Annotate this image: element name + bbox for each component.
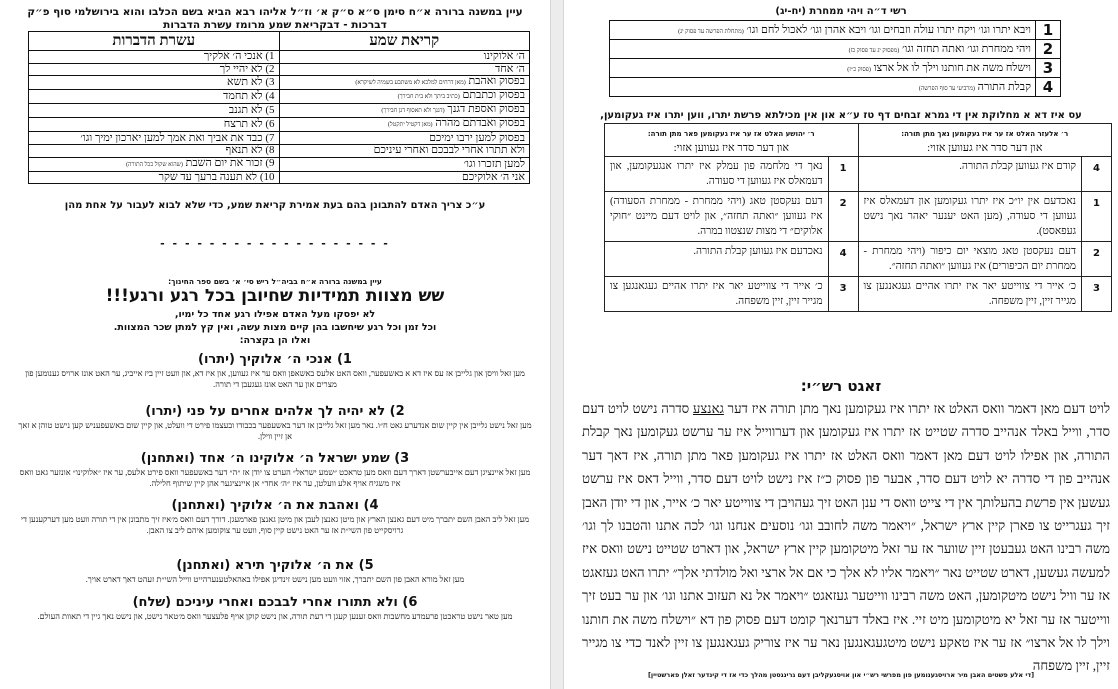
- shema-text: למען תזכרו וגו׳: [463, 157, 525, 170]
- mitzvah-title: 4) ואהבת את ה׳ אלוקיך (ואתחנן): [171, 498, 379, 513]
- header-r-eliezer: [858, 124, 1111, 157]
- eliezer-step-number: 2: [1082, 242, 1112, 277]
- mitzvah-text: מען זאל נישט גלייבן אין קיין שום אנדערע גאט ח״ו. נאר מען זאל גלייבן אז דער באשעפער בכבודו ובעצמו פירט די וועלט, און קיין שום באשעפעניש קען נישט טוהן א זאך אן זיין ווילן.: [18, 421, 532, 441]
- shema-text: בפסוק ואהבת: [468, 75, 525, 88]
- eliezer-step-text: נאכדעם אין יו״כ איז יתרו געקומען און דעמאלס איז געווען די סעודה, (מען האט יענער יאהר נאך נישט געפאסט).: [858, 192, 1082, 242]
- yehoshua-step-text: דעם נעקסטן טאג (ויהי ממחרת - ממחרת הסעודה) איז געווען ״ואתה תחזה״, און לויט דעם מיינט ״חוקי אלוקים״ די מצות שנצטוו במרה.: [605, 192, 829, 242]
- section-note: (מתחלת הפרשה עד פסוק יג): [678, 29, 744, 35]
- left-page: [0, 0, 550, 689]
- intro-line: ואלו הן בקצרה:: [239, 335, 311, 346]
- intro-line: לא יפסקו מעל האדם אפילו רגע אחד כל ימיו,: [174, 309, 376, 320]
- mitzvah-section: [10, 498, 540, 536]
- eliezer-step-text: דעם נעקסטן טאג מוצאי יום כיפור (ויהי ממחרת - ממחרת יום הכיפורים) איז געווען ״ואתה תחזה״.: [858, 242, 1082, 277]
- opinions-header-row: [605, 124, 1112, 157]
- yehoshua-step-text: נאך די מלחמה פון עמלק איז יתרו אנגעקומען, און דעמאלס איז געווען די סעודה.: [605, 157, 829, 192]
- table-row: [29, 104, 530, 118]
- dibros-text: 10) לא תענה ברעך עד שקר: [158, 171, 275, 184]
- dibros-text: 3) לא תשא: [226, 76, 275, 89]
- dibros-cell: [29, 104, 280, 118]
- mitzvah-text: מען זאל ליב האבן השם יתברך מיט דעם גאנצן הארץ און מיטן גאנצן לעבן און מיטן גאנצן פארמעגן. דורך דעם וואס מ׳איז זיך מתבונן אין די תורה וועט מען דערקענען די גרויסקייט פון השי״ת אז ער האט נישט קיין סוף, וועט ער צוקומען איהם ליב צו האבן.: [20, 515, 530, 535]
- yehoshua-step-text: נאכדעם איז געווען קבלת התורה.: [605, 242, 829, 277]
- zogt-rashi-heading: זאגט רש״י:: [800, 377, 882, 395]
- mitzvah-title: 5) את ה׳ אלוקיך תירא (ואתחנן): [176, 558, 374, 573]
- header-r-yehoshua: [605, 124, 859, 157]
- shema-text: אני ה׳ אלוקיכם: [461, 171, 525, 184]
- rashi-row: [610, 78, 1061, 97]
- dibros-note: (שהוא שקול ככל התורה): [126, 161, 183, 168]
- dibros-cell: [29, 157, 280, 171]
- body-text: סדרה נישט לויט דעם סדר, ווייל באלד אנהייב סדרה שטייט אז יתרו איז געקומען און דערווייל איז ער ערשט געקומען נאך קבלת התורה, און אפילו לויט דעם מאן דאמר וואס האלט אז יתרו איז געקומען פאר מתן תורה, איז דאך דער אנהייב פון די סדרה יא לויט דעם סדר, אבער פון פסוק כ״ז איז נישט לויט דעם סדר, ווייל דאס איז ערשט געשען אין פרשת בהעלותך אין די צייט וואס די ענן האט זיך געהויבן די צווייטע יאר כ׳ אייר, און די יודן האבן זיך געגרייט צו פארן קיין ארץ ישראל, ״ויאמר משה לחובב וגו׳ נוסעים אנחנו וגו׳ לכה אתנו והטבנו לך וגו׳ משה רבינו האט געבעטן זיין שווער אז ער זאל מיטקומען קיין ארץ ישראל, און דארט שטייט נישט וואס איז למעשה געשען, דארט שטייט נאר ״ויאמר אליו לא אלך כי אם אל ארצי ואל מולדתי אלך״ יתרו האט געזאגט אז ער וויל נישט מיטקומען, האט משה רבינו ווייטער געזאגט ״ויאמר אל נא תעזוב אתנו וגו׳ און ער בעט זיך ווייטער אז ער זאל יא מיטקומען מיט זיי. איז באלד דערנאך קומט דעם פסוק פון דא ״וישלח משה את חותנו וילך לו אל ארצו״ אז ער איז טאקע נישט מיטגעגאנגען נאר ער איז צוריק געגאנגען צו זיין לאנד כדי צו מגייר זיין, זיין משפחה: [582, 401, 1110, 674]
- table-header-row: [29, 32, 530, 51]
- section-number: 3: [1036, 59, 1061, 78]
- rashi-row: [610, 40, 1061, 59]
- dibros-cell: [29, 51, 280, 64]
- mitzvah-text: מען זאל וויסן און גלייבן אז עס איז דא א באשעפער, וואס האט אלעס באשאפן וואס ער איז געווען, און איז דא, און וועט זיין ביז אייביג, ער האט אונז ארויס גענומען פון מצרים און ער האט אונז געגעבן די תורה.: [25, 369, 525, 389]
- rashi-explanation-body: [582, 397, 1110, 678]
- section-text-cell: [610, 59, 1036, 78]
- table-row: [29, 145, 530, 158]
- mitzvah-title: 1) אנכי ה׳ אלוקיך (יתרו): [198, 352, 352, 367]
- page-gutter: [550, 0, 564, 689]
- yehoshua-step-number: 2: [828, 192, 858, 242]
- table-row: [29, 132, 530, 145]
- shema-text: ה׳ אחד: [494, 63, 525, 76]
- dibros-cell: [29, 76, 280, 90]
- dibros-cell: [29, 171, 280, 184]
- conclusion-line: ע״כ צריך האדם להתבונן בהם בעת אמירת קריאת שמע, כדי שלא לבוא לעבור על אחת מהן: [64, 200, 486, 211]
- shema-cell: [279, 118, 530, 132]
- opinion-row: [605, 192, 1112, 242]
- mitzvah-title: 2) לא יהיה לך אלהים אחרים על פני (יתרו): [145, 404, 405, 419]
- mitzvah-title: 3) שמע ישראל ה׳ אלוקינו ה׳ אחד (ואתחנן): [140, 451, 410, 466]
- dibros-text: 9) זכור את יום השבת: [185, 156, 275, 169]
- mitzvah-section: [10, 352, 540, 390]
- rashi-row: [610, 59, 1061, 78]
- shema-text: בפסוק ואספת דגנך: [447, 103, 525, 116]
- dibros-text: 8) לא תנאף: [225, 144, 275, 157]
- yehoshua-step-number: 4: [828, 242, 858, 277]
- dibros-text: 1) אנכי ה׳ אלקיך: [203, 50, 275, 63]
- eliezer-step-number: 4: [1082, 157, 1112, 192]
- header-aseres-hadibros: עשרת הדברות: [29, 32, 280, 51]
- shema-cell: [279, 51, 530, 64]
- section-text: ויבא יתרו וגו׳ ויקח יתרו עולה וזבחים וגו׳ ויבא אהרן וגו׳ לאכול לחם וגו׳: [746, 24, 1031, 36]
- shema-cell: [279, 145, 530, 158]
- dibros-text: 2) לא יהיי לך: [219, 63, 275, 76]
- shema-cell: [279, 157, 530, 171]
- shema-note: (מאן דרחים למלכא לא משתבע בשמיה לשיקרא): [355, 80, 466, 87]
- opinion-row: [605, 277, 1112, 312]
- rashi-sections-table: [609, 20, 1061, 97]
- rashi-heading: רשי ד״ה ויהי ממחרת (יח-יג): [775, 6, 907, 17]
- shema-cell: [279, 63, 530, 76]
- section-text: קבלת התורה: [977, 81, 1031, 93]
- shema-cell: [279, 76, 530, 90]
- dibros-text: 6) לא תרצח: [223, 118, 275, 131]
- intro-line: וכל זמן וכל רגע שיחשבו בהן קיים מצות עשה, ואין קץ למתן שכר המצוות.: [113, 322, 437, 333]
- table-row: [29, 157, 530, 171]
- rashi-row: [610, 21, 1061, 40]
- right-page: [564, 0, 1118, 689]
- eliezer-step-text: כ׳ אייר די צווייטע יאר איז יתרו אהיים געגאנגען צו מגייר זיין, זיין משפחה.: [858, 277, 1082, 312]
- section-number: 1: [1036, 21, 1061, 40]
- yehoshua-step-number: 3: [828, 277, 858, 312]
- header-main: און דער סדר איז געווען אזוי:: [927, 142, 1043, 154]
- machlokes-heading: עס איז דא א מחלוקת אין די גמרא זבחים דף טז ע״א און אין מכילתא פרשת יתרו, ווען יתרו איז געקומען,: [600, 110, 1082, 121]
- shema-note: (מאן דקטיל יתקטל): [387, 122, 433, 129]
- shema-cell: [279, 90, 530, 104]
- table-row: [29, 171, 530, 184]
- section-number: 2: [1036, 40, 1061, 59]
- table-row: [29, 76, 530, 90]
- shema-text: בפסוק וכתבתם: [462, 89, 525, 102]
- mitzvah-section: [10, 404, 540, 442]
- shema-cell: [279, 104, 530, 118]
- opinions-table: [604, 123, 1112, 312]
- body-underlined-word: גאנצע: [692, 401, 724, 416]
- shema-text: ה׳ אלוקינו: [483, 50, 525, 63]
- section-note: (מפסוק יג עד פסוק כז): [848, 48, 900, 54]
- chinuch-source-line: עיין במשנה ברורה א״ח בביה״ל ריש סי׳ א׳ בשם ספר החינוך:: [168, 277, 382, 286]
- opinion-row: [605, 242, 1112, 277]
- shema-note: (דגנך ולא תאסוף דגן חבירך): [381, 108, 445, 115]
- shema-cell: [279, 132, 530, 145]
- section-text: ויהי ממחרת וגו׳ ואתה תחזה וגו׳: [902, 43, 1031, 55]
- shema-dibros-table: [28, 31, 530, 184]
- header-small: ר׳ אלעזר האלט אז ער איז געקומען נאך מתן תורה:: [901, 130, 1069, 138]
- six-mitzvos-title: שש מצוות תמידיות שחיובן בכל רגע ורגע!!!: [105, 286, 445, 306]
- section-text: וישלח משה את חותנו וילך לו אל ארצו: [873, 62, 1031, 74]
- mitzvah-section: [10, 595, 540, 622]
- table-row: [29, 63, 530, 76]
- yehoshua-step-text: כ׳ אייר די צווייטע יאר איז יתרו אהיים געגאנגען צו מגייר זיין, זיין משפחה.: [605, 277, 829, 312]
- dibros-cell: [29, 145, 280, 158]
- section-note: (פסוק כ״ז): [847, 67, 871, 73]
- shema-cell: [279, 171, 530, 184]
- mitzvah-text: מען זאל מורא האבן פון השם יתברך, אזוי וועט מען נישט זינדיגן אפילו באהאלטענערהייט ווייל השי״ת זעהט דאך דארט אויך.: [85, 575, 465, 584]
- mitzvah-section: [10, 451, 540, 489]
- table-row: [29, 118, 530, 132]
- dibros-cell: [29, 132, 280, 145]
- shema-text: בפסוק למען ירבו ימיכם: [429, 131, 525, 144]
- body-text: לויט דעם מאן דאמר וואס האלט אז יתרו איז געקומען נאך מתן תורה איז דער: [723, 401, 1110, 416]
- section-text-cell: [610, 40, 1036, 59]
- mitzvah-text: מען זאל איינציגן דעם אייבערשטן דארך דעם וואס מען טראכט ״שמע ישראל״ הערט צו יודן אז ״ה״ דער באשעפער וואס פירט אלעס, ער איז ״אלוקינו״ אונזער גאט וואס איז משגיח אויף אלע וועלטן, ער איז ״ה׳ אחד״ אן איינציגער אהן קיין שיתוף חלילה.: [19, 468, 531, 488]
- dibros-cell: [29, 63, 280, 76]
- dibros-text: 5) לא תגנב: [228, 104, 275, 117]
- opinion-row: [605, 157, 1112, 192]
- eliezer-step-text: קודם איז געווען קבלת התורה.: [858, 157, 1082, 192]
- mishna-berura-source-line: עיין במשנה ברורה א״ח סימן ס״א ס״ק א׳ וז״ל אליהו רבא הביא בשם הכלבו והוא בירושלמי סוף פ״ק דברכות - דבקריאת שמע מרומז עשרת הדברות: [27, 6, 523, 31]
- mitzvah-text: מען טאר נישט טראכטן פרעמדע מחשבות וואס זענען קעגן די דעת תורה, און נישט קוקן אויף פלעצער וואס מ׳טאר נישט, און נישט נאך גיין די תאוות העולם.: [37, 612, 513, 621]
- shema-note: (כתיב ביתך ולא בית חבירך): [397, 94, 460, 101]
- header-kriyas-shema: קריאת שמע: [279, 32, 530, 51]
- eliezer-step-number: 3: [1082, 277, 1112, 312]
- header-small: ר׳ יהושע האלט אז ער איז געקומען פאר מתן תורה:: [647, 130, 815, 138]
- header-main: און דער סדר איז געווען אזוי:: [673, 142, 789, 154]
- dibros-cell: [29, 90, 280, 104]
- section-text-cell: [610, 21, 1036, 40]
- shema-text: בפסוק ואבדתם מהרה: [435, 117, 525, 130]
- section-number: 4: [1036, 78, 1061, 97]
- dibros-cell: [29, 118, 280, 132]
- mitzvah-section: [10, 558, 540, 585]
- eliezer-step-number: 1: [1082, 192, 1112, 242]
- footnote: [די אלע פשטים האבן מיר ארויסגענומען פון מפרשי רש״י און אויסגעקליבן דעם גרינגסטן מהלך כדי אז די קינדער זאלן פארשטיין]: [647, 671, 1035, 679]
- yehoshua-step-number: 1: [828, 157, 858, 192]
- table-row: [29, 51, 530, 64]
- shema-text: ולא תתרו אחרי לבבכם ואחרי עיניכם: [373, 144, 525, 157]
- section-text-cell: [610, 78, 1036, 97]
- dibros-text: 4) לא תחמד: [223, 90, 275, 103]
- section-note: (מרביעי עד סוף הפרשה): [918, 86, 975, 92]
- dibros-text: 7) כבד את אביך ואת אמך למען יארכון ימיך וגו׳: [80, 131, 275, 144]
- table-row: [29, 90, 530, 104]
- intro-text: [20, 308, 530, 347]
- dashed-divider: - - - - - - - - - - - - - - - - - - -: [160, 237, 390, 250]
- mitzvah-title: 6) ולא תתורו אחרי לבבכם ואחרי עיניכם (שלח): [132, 595, 418, 610]
